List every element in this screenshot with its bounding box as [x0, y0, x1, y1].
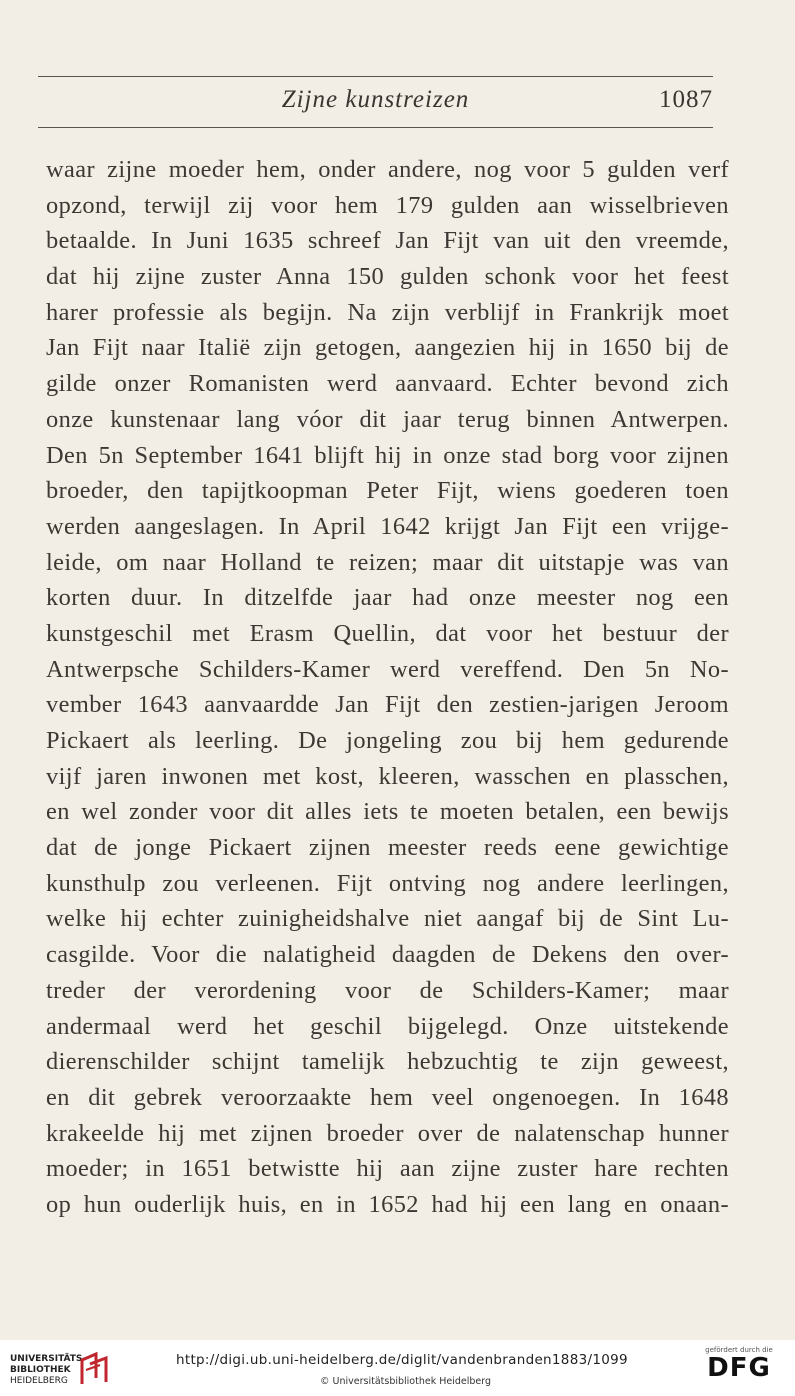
funder-logo[interactable]	[699, 1346, 779, 1392]
header-bottom-rule	[38, 127, 713, 128]
body-text	[46, 152, 729, 1223]
running-title: Zijne kunstreizen	[281, 86, 470, 113]
text-line: treder der verordening voor de Schilders-Kamer; maar	[46, 976, 729, 1004]
text-line: kunsthulp zou verleenen. Fijt ontving nog andere leerlingen,	[46, 869, 729, 897]
running-header	[38, 86, 713, 120]
text-line: welke hij echter zuinigheidshalve niet aangaf bij de Sint Lu-	[46, 905, 729, 933]
funder-note: gefördert durch die	[705, 1346, 773, 1354]
text-line: leide, om naar Holland te reizen; maar dit uitstapje was van	[46, 548, 729, 576]
dfg-logo: DFG	[707, 1353, 771, 1383]
header-top-rule	[38, 76, 713, 77]
text-line: betaalde. In Juni 1635 schreef Jan Fijt van uit den vreemde,	[46, 227, 729, 255]
text-line: gilde onzer Romanisten werd aanvaard. Echter bevond zich	[46, 370, 729, 398]
text-line: Jan Fijt naar Italië zijn getogen, aangezien hij in 1650 bij de	[46, 334, 729, 362]
text-line: casgilde. Voor die nalatigheid daagden de Dekens den over-	[46, 941, 729, 969]
library-emblem-icon	[76, 1352, 116, 1386]
text-line: Antwerpsche Schilders-Kamer werd vereffend. Den 5n No-	[46, 655, 729, 683]
footer-bar	[0, 1340, 795, 1396]
library-name-line2: BIBLIOTHEK	[10, 1365, 71, 1375]
text-line: en dit gebrek veroorzaakte hem veel ongenoegen. In 1648	[46, 1083, 729, 1111]
text-line: krakeelde hij met zijnen broeder over de nalatenschap hunner	[46, 1119, 729, 1147]
copyright-notice: © Universitätsbibliothek Heidelberg	[320, 1376, 492, 1387]
text-line: werden aangeslagen. In April 1642 krijgt Jan Fijt een vrijge-	[46, 512, 729, 540]
text-line: andermaal werd het geschil bijgelegd. Onze uitstekende	[46, 1012, 729, 1040]
text-line: moeder; in 1651 betwistte hij aan zijne zuster hare rechten	[46, 1155, 729, 1183]
text-line: Pickaert als leerling. De jongeling zou bij hem gedurende	[46, 727, 729, 754]
page-number: 1087	[659, 86, 713, 113]
text-line: korten duur. In ditzelfde jaar had onze meester nog een	[46, 584, 729, 612]
library-name-line1: UNIVERSITÄTS-	[10, 1354, 87, 1364]
text-line: onze kunstenaar lang vóor dit jaar terug binnen Antwerpen.	[46, 405, 729, 433]
library-logo[interactable]	[10, 1350, 160, 1390]
text-line: en wel zonder voor dit alles iets te moeten betalen, een bewijs	[46, 798, 729, 826]
text-line: op hun ouderlijk huis, en in 1652 had hij een lang en onaan-	[46, 1190, 729, 1218]
text-line: broeder, den tapijtkoopman Peter Fijt, wiens goederen toen	[46, 477, 729, 505]
text-line: harer professie als begijn. Na zijn verblijf in Frankrijk moet	[46, 298, 729, 326]
text-line: dierenschilder schijnt tamelijk hebzuchtig te zijn geweest,	[46, 1048, 729, 1076]
text-line: Den 5n September 1641 blijft hij in onze stad borg voor zijnen	[46, 441, 729, 469]
text-line: vijf jaren inwonen met kost, kleeren, wasschen en plasschen,	[46, 762, 729, 790]
text-line: vember 1643 aanvaardde Jan Fijt den zestien-jarigen Jeroom	[46, 691, 729, 719]
text-line: dat de jonge Pickaert zijnen meester reeds eene gewichtige	[46, 834, 729, 862]
text-line: kunstgeschil met Erasm Quellin, dat voor het bestuur der	[46, 619, 729, 647]
text-line: waar zijne moeder hem, onder andere, nog voor 5 gulden verf	[46, 156, 729, 183]
library-name-line3: HEIDELBERG	[10, 1376, 68, 1386]
text-line: dat hij zijne zuster Anna 150 gulden schonk voor het feest	[46, 263, 729, 291]
library-name	[10, 1354, 86, 1387]
permalink-url[interactable]: http://digi.ub.uni-heidelberg.de/diglit/vandenbranden1883/1099	[176, 1352, 628, 1368]
text-line: opzond, terwijl zij voor hem 179 gulden aan wisselbrieven	[46, 191, 729, 219]
